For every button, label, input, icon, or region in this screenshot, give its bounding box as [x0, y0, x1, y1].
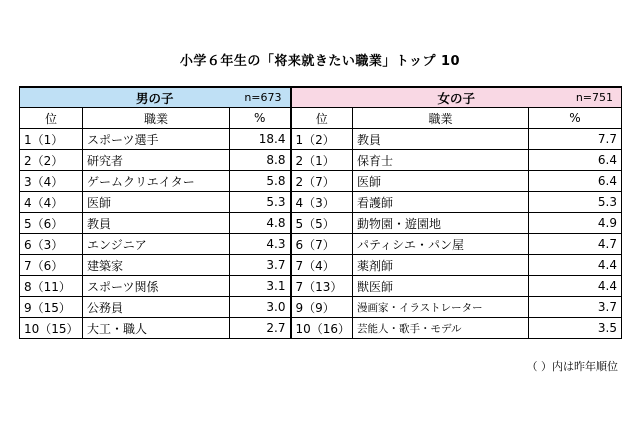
girls-job: 獣医師: [353, 276, 529, 297]
girls-rank: 7（4）: [291, 255, 353, 276]
girls-pct: 6.4: [529, 150, 622, 171]
girls-pct: 5.3: [529, 192, 622, 213]
table-row: [20, 129, 622, 150]
girls-pct: 4.7: [529, 234, 622, 255]
girls-job: 漫画家・イラストレーター: [353, 297, 529, 318]
boys-col-job: 職業: [83, 108, 230, 129]
table-row: [20, 192, 622, 213]
boys-rank: 7（6）: [20, 255, 83, 276]
table-row: [20, 276, 622, 297]
boys-sample-size: n=673: [244, 90, 282, 104]
table-row: [20, 150, 622, 171]
boys-pct: 3.7: [230, 255, 291, 276]
girls-job: パティシエ・パン屋: [353, 234, 529, 255]
girls-job: 薬剤師: [353, 255, 529, 276]
table-row: [20, 171, 622, 192]
girls-pct: 3.5: [529, 318, 622, 339]
table-row: [20, 297, 622, 318]
boys-job: 教員: [83, 213, 230, 234]
boys-job: 大工・職人: [83, 318, 230, 339]
page-title: 小学６年生の「将来就きたい職業」トップ 10: [179, 54, 461, 69]
boys-job: 公務員: [83, 297, 230, 318]
girls-header: [291, 87, 622, 108]
boys-rank: 1（1）: [20, 129, 83, 150]
boys-col-pct: %: [230, 108, 291, 129]
boys-header: [20, 87, 291, 108]
girls-pct: 4.9: [529, 213, 622, 234]
footnote: （ ）内は昨年順位: [526, 360, 618, 373]
girls-rank: 7（13）: [291, 276, 353, 297]
girls-job: 教員: [353, 129, 529, 150]
girls-rank: 6（7）: [291, 234, 353, 255]
boys-job: エンジニア: [83, 234, 230, 255]
boys-label: 男の子: [135, 90, 174, 106]
girls-rank: 2（7）: [291, 171, 353, 192]
boys-pct: 18.4: [230, 129, 291, 150]
girls-label: 女の子: [437, 90, 475, 106]
girls-job: 保育士: [353, 150, 529, 171]
boys-pct: 4.3: [230, 234, 291, 255]
boys-rank: 10（15）: [20, 318, 83, 339]
girls-rank: 1（2）: [291, 129, 353, 150]
table-row: [20, 213, 622, 234]
boys-rank: 3（4）: [20, 171, 83, 192]
boys-job: 建築家: [83, 255, 230, 276]
girls-pct: 6.4: [529, 171, 622, 192]
boys-pct: 3.1: [230, 276, 291, 297]
girls-pct: 3.7: [529, 297, 622, 318]
table-row: [20, 318, 622, 339]
table-row: [20, 255, 622, 276]
boys-pct: 2.7: [230, 318, 291, 339]
girls-rank: 9（9）: [291, 297, 353, 318]
girls-rank: 5（5）: [291, 213, 353, 234]
girls-job: 看護師: [353, 192, 529, 213]
boys-job: スポーツ関係: [83, 276, 230, 297]
girls-rank: 2（1）: [291, 150, 353, 171]
ranking-table: [19, 86, 622, 339]
boys-rank: 4（4）: [20, 192, 83, 213]
girls-pct: 4.4: [529, 276, 622, 297]
girls-col-pct: %: [529, 108, 622, 129]
boys-rank: 2（2）: [20, 150, 83, 171]
boys-rank: 8（11）: [20, 276, 83, 297]
girls-job: 医師: [353, 171, 529, 192]
girls-pct: 7.7: [529, 129, 622, 150]
boys-rank: 9（15）: [20, 297, 83, 318]
girls-job: 動物園・遊園地: [353, 213, 529, 234]
girls-rank: 4（3）: [291, 192, 353, 213]
girls-rank: 10（16）: [291, 318, 353, 339]
table-row: [20, 234, 622, 255]
boys-job: ゲームクリエイター: [83, 171, 230, 192]
boys-rank: 6（3）: [20, 234, 83, 255]
girls-job: 芸能人・歌手・モデル: [353, 318, 529, 339]
girls-col-job: 職業: [353, 108, 529, 129]
boys-pct: 4.8: [230, 213, 291, 234]
boys-pct: 5.8: [230, 171, 291, 192]
boys-job: 研究者: [83, 150, 230, 171]
girls-pct: 4.4: [529, 255, 622, 276]
column-header-row: [20, 108, 622, 129]
boys-pct: 3.0: [230, 297, 291, 318]
boys-pct: 8.8: [230, 150, 291, 171]
boys-job: 医師: [83, 192, 230, 213]
boys-col-rank: 位: [20, 108, 83, 129]
girls-sample-size: n=751: [575, 90, 613, 104]
gender-header-row: [20, 87, 622, 108]
boys-pct: 5.3: [230, 192, 291, 213]
boys-rank: 5（6）: [20, 213, 83, 234]
boys-job: スポーツ選手: [83, 129, 230, 150]
girls-col-rank: 位: [291, 108, 353, 129]
